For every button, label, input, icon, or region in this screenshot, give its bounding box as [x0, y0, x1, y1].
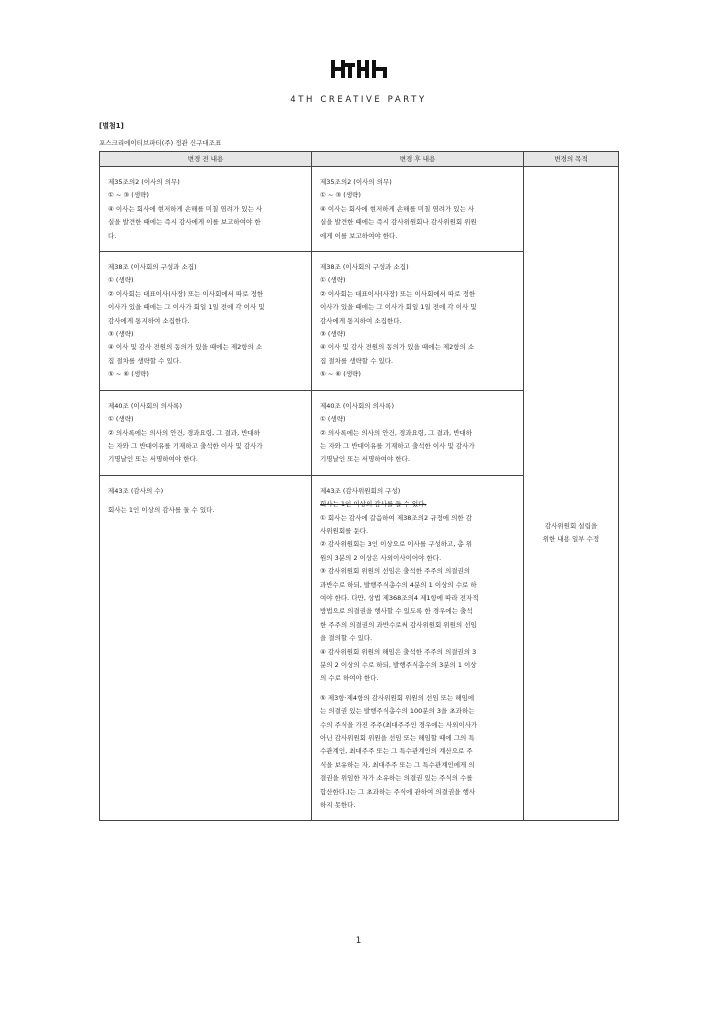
brand-text: 4TH CREATIVE PARTY	[290, 95, 427, 105]
text-line: 하지 못한다.	[320, 801, 356, 810]
text-line: 기명날인 또는 서명하여야 한다.	[108, 455, 198, 464]
before-cell	[100, 252, 312, 391]
text-line: 는 자와 그 반대이유를 기재하고 출석한 이사 및 감사가	[320, 441, 475, 450]
text-line: 한 주주의 의결권의 과반수로써 감사위원회 위원의 선임	[320, 620, 477, 629]
text-line: 이사가 있을 때에는 그 이사가 회일 1일 전에 각 이사 및	[108, 303, 265, 312]
text-line: 실을 발견한 때에는 즉시 감사위원회나 감사위원회 위원	[320, 218, 477, 227]
deleted-text-line	[320, 498, 515, 511]
text-line: 다.	[108, 231, 117, 240]
text-line: 이사가 있을 때에는 그 이사가 회일 1일 전에 각 이사 및	[320, 303, 477, 312]
text-line: ① (생략)	[320, 415, 346, 424]
text-line: ① (생략)	[320, 276, 346, 285]
text-line: 아닌 감사위원회 위원을 선임 또는 해임할 때에 그의 특	[320, 734, 475, 743]
amendment-table	[99, 151, 619, 821]
text-line: 원의 3분의 2 이상은 사외이사이어야 한다.	[320, 553, 442, 562]
text-line: 합산한다.)는 그 초과하는 주식에 관하여 의결권을 행사	[320, 787, 476, 796]
text-line: 실을 발견한 때에는 즉시 감사에게 이를 보고하여야 한	[108, 218, 261, 227]
before-cell	[100, 390, 312, 475]
text-line: 분의 2 이상의 수로 하되, 발행주식총수의 3분의 1 이상	[320, 661, 477, 669]
document-subtitle: 포스크리에이티브파티(주) 정관 신구대조표	[99, 139, 222, 147]
after-cell	[312, 475, 524, 821]
text-line: 제40조 (이사회의 의사록)	[108, 401, 182, 410]
annex-label: [별첨1]	[99, 122, 124, 130]
text-line: 기명날인 또는 서명하여야 한다.	[320, 455, 410, 464]
text-line: 제38조 (이사회의 구성과 소집)	[108, 263, 197, 272]
text-line: ③ 감사위원회 위원의 선임은 출석한 주주의 의결권의	[320, 567, 471, 576]
text-line: 는 자와 그 반대이유를 기재하고 출석한 이사 및 감사가	[108, 441, 263, 450]
logo	[0, 60, 717, 82]
purpose-line: 위한 내용 일부 수정	[542, 535, 600, 544]
text-line: 제38조 (이사회의 구성과 소집)	[320, 263, 409, 272]
text-line: ⑤ ~ ⑥ (생략)	[320, 370, 361, 379]
text-line: ⑤ ~ ⑥ (생략)	[108, 370, 149, 379]
text-line: 수의 주식을 가진 주주(최대주주인 경우에는 사외이사가	[320, 720, 478, 729]
text-line: ④ 이사 및 감사 전원의 동의가 있을 때에는 제2항의 소	[320, 343, 475, 352]
text-line: ③ (생략)	[108, 330, 134, 339]
after-cell	[312, 167, 524, 252]
text-line: 제35조의2 (이사의 의무)	[108, 178, 180, 186]
text-line: 사위원회를 둔다.	[320, 526, 369, 535]
table-header-row	[100, 152, 619, 167]
table-row	[100, 167, 619, 252]
column-header-purpose: 변경의 목적	[524, 152, 619, 167]
text-line: 과반수로 하되, 발행주식총수의 4분의 1 이상의 수로 하	[320, 580, 477, 589]
purpose-line: 감사위원회 설립을	[544, 522, 598, 530]
text-line: ① (생략)	[108, 276, 134, 285]
text-line: 의 수로 하여야 한다.	[320, 674, 379, 683]
column-header-before: 변경 전 내용	[100, 152, 312, 167]
text-line: 여야 한다. 다만, 상법 제368조의4 제1항에 따라 전자적	[320, 593, 479, 602]
text-line: ⑤ 제3항·제4항의 감사위원회 위원의 선임 또는 해임에	[320, 693, 475, 702]
text-line: ① 회사는 감사에 갈음하여 제38조의2 규정에 의한 감	[320, 513, 472, 522]
text-line: 을 결의할 수 있다.	[320, 634, 373, 643]
text-line: 제40조 (이사회의 의사록)	[320, 401, 394, 410]
before-cell	[100, 167, 312, 252]
after-cell	[312, 252, 524, 391]
text-line: 감사에게 통지하여 소집한다.	[108, 316, 190, 325]
text-line: ① (생략)	[108, 415, 134, 424]
text-line: ④ 이사는 회사에 현저하게 손해를 미칠 염려가 있는 사	[320, 204, 475, 213]
column-header-after: 변경 후 내용	[312, 152, 524, 167]
text-line: ② 이사회는 대표이사(사장) 또는 이사회에서 따로 정한	[108, 289, 264, 298]
text-line: 수관계인, 최대주주 또는 그 특수관계인의 계산으로 주	[320, 747, 473, 756]
text-line: ③ (생략)	[320, 330, 346, 339]
text-line: ④ 감사위원회 위원의 해임은 출석한 주주의 의결권의 3	[320, 647, 477, 656]
text-line: 는 의결권 있는 발행주식총수의 100분의 3을 초과하는	[320, 707, 475, 716]
text-line: ④ 이사 및 감사 전원의 동의가 있을 때에는 제2항의 소	[108, 343, 263, 352]
text-line: 제43조 (감사위원회의 구성)	[320, 486, 401, 495]
text-line: 집 절차를 생략할 수 있다.	[108, 356, 182, 365]
page-number: 1	[355, 936, 362, 946]
text-line: ② 감사위원회는 3인 이상으로 이사를 구성하고, 총 위	[320, 540, 473, 549]
text-line: 회사는 1인 이상의 감사를 둘 수 있다.	[108, 506, 215, 515]
text-line: 결권을 위임한 자가 소유하는 의결권 있는 주식의 수를	[320, 774, 473, 783]
text-line: 제35조의2 (이사의 의무)	[320, 178, 392, 186]
text-line: ④ 이사는 회사에 현저하게 손해를 미칠 염려가 있는 사	[108, 204, 263, 213]
after-cell	[312, 390, 524, 475]
text-line: ① ~ ③ (생략)	[320, 191, 361, 200]
text-line: ① ~ ③ (생략)	[108, 191, 149, 200]
text-line: ② 의사록에는 의사의 안건, 경과요령, 그 결과, 반대하	[108, 428, 261, 437]
company-logo-icon	[331, 60, 387, 78]
before-cell	[100, 475, 312, 821]
text-line: 에게 이를 보고하여야 한다.	[320, 231, 398, 240]
text-line: 제43조 (감사의 수)	[108, 486, 164, 495]
text-line: ② 의사록에는 의사의 안건, 경과요령, 그 결과, 반대하	[320, 428, 473, 437]
purpose-cell	[524, 167, 619, 821]
text-line: 집 절차를 생략할 수 있다.	[320, 356, 394, 365]
text-line: 감사에게 통지하여 소집한다.	[320, 316, 402, 325]
text-line: 방법으로 의결권을 행사할 수 있도록 한 경우에는 출석	[320, 607, 473, 616]
text-line: ② 이사회는 대표이사(사장) 또는 이사회에서 따로 정한	[320, 289, 476, 298]
text-line: 식을 보유하는 자, 최대주주 또는 그 특수관계인에게 의	[320, 760, 475, 769]
strikethrough-text: 회사는 1인 이상의 감사를 둘 수 있다.	[320, 500, 427, 509]
